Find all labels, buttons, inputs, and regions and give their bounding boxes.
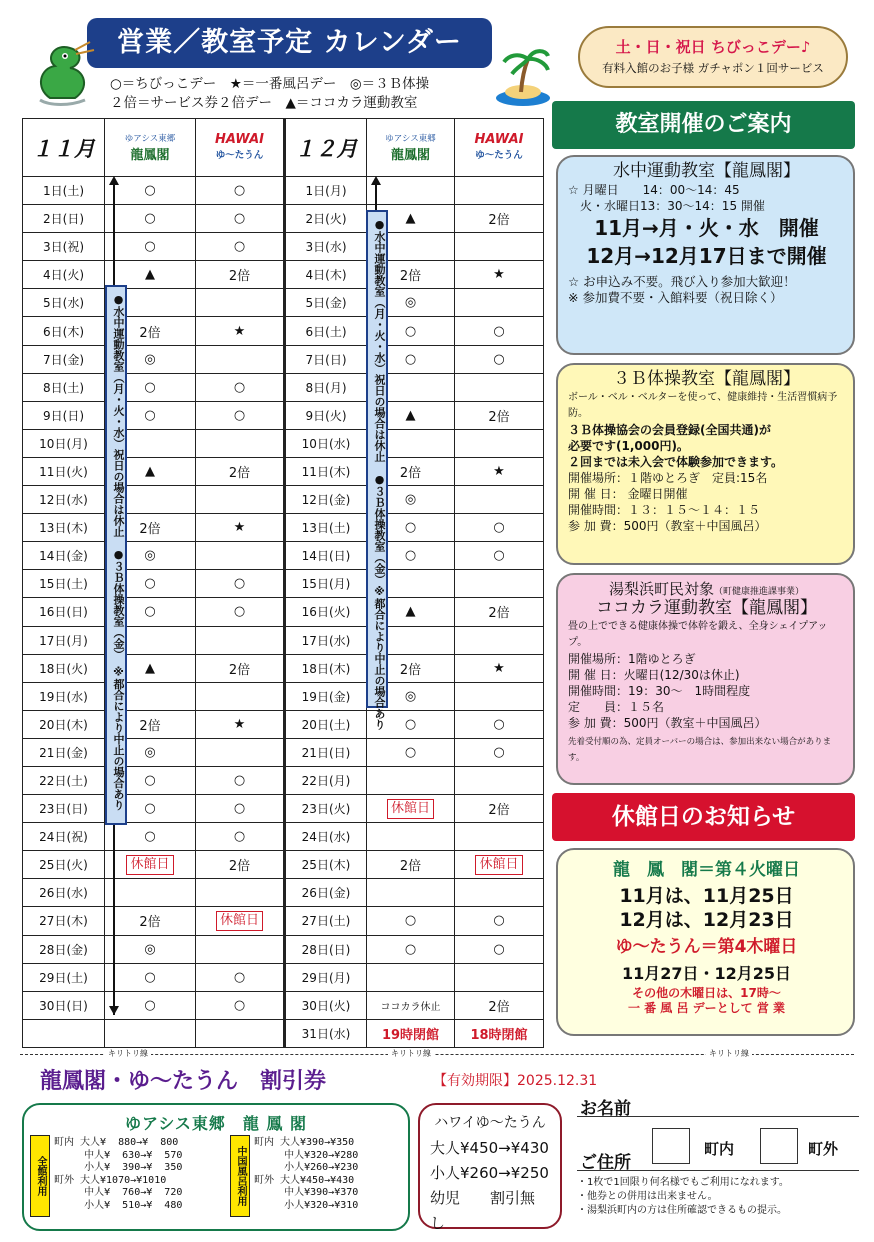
date-cell: 23日(日) — [23, 795, 105, 823]
calendar-row — [23, 233, 544, 261]
koko-title-2: ココカラ運動教室【龍鳳閣】 — [596, 598, 817, 618]
schedule-mark: ★ — [196, 514, 285, 542]
date-cell: 28日(日) — [285, 935, 367, 963]
closed-yutown-note-2: 一 番 風 呂 デーとして 営 業 — [627, 1001, 786, 1015]
in-town-label: 町内 — [704, 1140, 735, 1158]
schedule-mark: ○ — [196, 177, 285, 205]
schedule-mark: ○ — [455, 907, 544, 935]
schedule-mark: 2倍 — [455, 991, 544, 1019]
hawai-child: 小人¥260→¥250 — [430, 1164, 549, 1182]
date-cell: 18日(木) — [285, 654, 367, 682]
month-nov: １１月 — [23, 119, 105, 177]
calendar-row — [23, 1019, 544, 1047]
schedule-mark: ▲ — [367, 205, 455, 233]
calendar-row — [23, 429, 544, 457]
col-hawai-dec: HAWAI ゆ〜たうん — [455, 119, 544, 177]
schedule-mark: ○ — [196, 373, 285, 401]
cut-line-label: キリトリ線 — [388, 1048, 434, 1059]
schedule-mark: ★ — [455, 261, 544, 289]
closed-yutown: ゆ〜たうん＝第4木曜日 — [615, 937, 798, 957]
schedule-mark: 2倍 — [196, 851, 285, 879]
swim-line-1: ☆ 月曜日 14：00〜14：45 — [568, 183, 740, 197]
calendar-row — [23, 345, 544, 373]
koko-line-6: 参 加 費：500円（教室＋中国風呂） — [568, 716, 767, 730]
calendar-row — [23, 654, 544, 682]
date-cell: 22日(月) — [285, 766, 367, 794]
cut-line-label: キリトリ線 — [706, 1048, 752, 1059]
schedule-mark: ○ — [196, 598, 285, 626]
date-cell: 19日(金) — [285, 682, 367, 710]
schedule-mark: 2倍 — [367, 457, 455, 485]
schedule-mark — [455, 233, 544, 261]
calendar-row — [23, 682, 544, 710]
schedule-mark: ▲ — [105, 261, 196, 289]
hawai-adult: 大人¥450→¥430 — [430, 1139, 549, 1157]
col-ryuho-dec: ゆアシス東郷 龍鳳閣 — [367, 119, 455, 177]
swim-line-3: ☆ お申込み不要。飛び入り参加大歓迎！ — [568, 274, 796, 289]
calendar-row — [23, 373, 544, 401]
schedule-mark: ○ — [196, 823, 285, 851]
schedule-mark — [367, 823, 455, 851]
closed-day-mark: 休館日 — [367, 795, 455, 823]
date-cell: 21日(金) — [23, 738, 105, 766]
3b-line-7: 開催時間：１３：１５〜１４：１５ — [568, 503, 761, 517]
calendar-table — [22, 118, 544, 1048]
closed-days-panel — [556, 848, 855, 1036]
date-cell: 29日(土) — [23, 963, 105, 991]
schedule-mark — [455, 289, 544, 317]
schedule-mark: 2倍 — [196, 654, 285, 682]
address-field[interactable] — [577, 1170, 859, 1171]
schedule-mark — [367, 879, 455, 907]
schedule-mark: ★ — [455, 457, 544, 485]
date-cell: 11日(火) — [23, 457, 105, 485]
col-ryuho-nov: ゆアシス東郷 龍鳳閣 — [105, 119, 196, 177]
date-cell: 8日(土) — [23, 373, 105, 401]
schedule-mark: 2倍 — [105, 710, 196, 738]
calendar-row — [23, 542, 544, 570]
yuasis-coupon — [22, 1103, 410, 1231]
date-cell: 27日(木) — [23, 907, 105, 935]
calendar-row — [23, 177, 544, 205]
month-dec: １２月 — [285, 119, 367, 177]
tag-china-bath: 中国風呂利用 — [230, 1135, 250, 1217]
schedule-mark: 2倍 — [455, 205, 544, 233]
calendar-row — [23, 626, 544, 654]
date-cell: 14日(金) — [23, 542, 105, 570]
date-cell: 15日(土) — [23, 570, 105, 598]
closed-yutown-note-1: その他の木曜日は、17時〜 — [632, 986, 781, 1000]
date-cell: 13日(木) — [23, 514, 105, 542]
schedule-mark: ○ — [367, 907, 455, 935]
date-cell: 14日(日) — [285, 542, 367, 570]
hawai-no-discount: 割引無し — [430, 1189, 536, 1232]
schedule-mark — [105, 879, 196, 907]
schedule-mark: ▲ — [105, 654, 196, 682]
schedule-mark: ○ — [105, 766, 196, 794]
calendar-row — [23, 738, 544, 766]
hawai-coupon-title: ハワイゆ〜たうん — [434, 1115, 546, 1131]
date-cell: 26日(水) — [23, 879, 105, 907]
schedule-mark: ○ — [105, 991, 196, 1019]
calendar-row — [23, 879, 544, 907]
date-cell: 12日(水) — [23, 486, 105, 514]
koko-line-2: 開催場所：1階ゆとろぎ — [568, 652, 696, 666]
address-label: ご住所 — [580, 1153, 631, 1173]
schedule-mark: ○ — [105, 373, 196, 401]
date-cell: 13日(土) — [285, 514, 367, 542]
cut-line-label: キリトリ線 — [105, 1048, 151, 1059]
date-cell: 28日(金) — [23, 935, 105, 963]
schedule-mark — [196, 879, 285, 907]
legend-line-2: ２倍＝サービス券２倍デー ▲＝ココカラ運動教室 — [110, 95, 418, 111]
date-cell — [23, 1019, 105, 1047]
schedule-mark — [455, 879, 544, 907]
date-cell: 1日(土) — [23, 177, 105, 205]
date-cell: 27日(土) — [285, 907, 367, 935]
date-cell: 20日(土) — [285, 710, 367, 738]
arrow-up-icon — [109, 176, 119, 185]
in-town-checkbox[interactable] — [652, 1128, 690, 1164]
calendar-row — [23, 317, 544, 345]
schedule-mark — [455, 429, 544, 457]
calendar-row — [23, 289, 544, 317]
promo-line-2: 有料入館のお子様 ガチャポン１回サービス — [602, 61, 824, 75]
date-cell: 7日(金) — [23, 345, 105, 373]
coupon-valid-date: 【有効期限】2025.12.31 — [433, 1073, 598, 1089]
date-cell: 29日(月) — [285, 963, 367, 991]
schedule-mark: ◎ — [367, 486, 455, 514]
date-cell: 9日(火) — [285, 401, 367, 429]
schedule-mark: ○ — [105, 963, 196, 991]
tag-all-facility: 全館利用 — [30, 1135, 50, 1217]
schedule-mark: 2倍 — [105, 317, 196, 345]
schedule-mark: 2倍 — [105, 907, 196, 935]
schedule-mark: ○ — [105, 795, 196, 823]
calendar-row — [23, 514, 544, 542]
calendar-row — [23, 486, 544, 514]
schedule-mark: 2倍 — [105, 514, 196, 542]
closed-ryuho-dec: 12月は、12月23日 — [619, 909, 794, 931]
swim-title: 水中運動教室【龍鳳閣】 — [613, 161, 800, 181]
schedule-mark: ◎ — [105, 935, 196, 963]
schedule-mark: ○ — [455, 542, 544, 570]
closed-yutown-dates: 11月27日・12月25日 — [621, 964, 792, 983]
schedule-mark: ○ — [196, 991, 285, 1019]
closed-days-heading: 休館日のお知らせ — [552, 793, 855, 841]
koko-title-1: 湯梨浜町民対象 — [608, 580, 714, 598]
date-cell: 16日(日) — [23, 598, 105, 626]
date-cell: 21日(日) — [285, 738, 367, 766]
schedule-mark: ○ — [455, 317, 544, 345]
date-cell: 7日(日) — [285, 345, 367, 373]
schedule-mark: 2倍 — [367, 261, 455, 289]
schedule-mark — [196, 626, 285, 654]
schedule-mark — [455, 626, 544, 654]
yuasis-coupon-title: ゆアシス東郷 龍 鳳 閣 — [124, 1114, 308, 1133]
swim-line-2: 火・水曜日13：30〜14：15 開催 — [568, 199, 765, 213]
schedule-mark — [455, 823, 544, 851]
closed-day-mark: 休館日 — [455, 851, 544, 879]
schedule-mark: ▲ — [367, 401, 455, 429]
3b-line-8: 参 加 費：500円（教室＋中国風呂） — [568, 519, 767, 533]
3b-line-1: ボール・ベル・ベルターを使って、健康維持・生活習慣病予防。 — [568, 392, 838, 419]
schedule-mark — [196, 486, 285, 514]
schedule-mark — [455, 373, 544, 401]
col-hawai-nov: HAWAI ゆ〜たうん — [196, 119, 285, 177]
date-cell: 23日(火) — [285, 795, 367, 823]
closed-ryuho-nov: 11月は、11月25日 — [619, 885, 794, 907]
schedule-mark: ○ — [367, 514, 455, 542]
kokokara-off: ココカラ休止 — [367, 991, 455, 1019]
calendar-row — [23, 570, 544, 598]
swim-line-4: ※ 参加費不要・入館料要（祝日除く） — [568, 290, 783, 305]
closed-ryuho: 龍 鳳 閣＝第４火曜日 — [613, 860, 800, 880]
schedule-mark — [196, 345, 285, 373]
schedule-mark: ○ — [196, 795, 285, 823]
date-cell: 20日(木) — [23, 710, 105, 738]
date-cell: 15日(月) — [285, 570, 367, 598]
date-cell: 16日(火) — [285, 598, 367, 626]
schedule-mark: ○ — [196, 766, 285, 794]
promo-badge — [578, 26, 848, 88]
date-cell: 10日(水) — [285, 429, 367, 457]
schedule-mark: ○ — [455, 514, 544, 542]
date-cell: 12日(金) — [285, 486, 367, 514]
closed-day-mark: 休館日 — [105, 851, 196, 879]
date-cell: 2日(火) — [285, 205, 367, 233]
schedule-mark: ◎ — [367, 682, 455, 710]
date-cell: 30日(火) — [285, 991, 367, 1019]
schedule-mark: ○ — [367, 542, 455, 570]
date-cell: 6日(土) — [285, 317, 367, 345]
schedule-mark: ○ — [105, 177, 196, 205]
calendar-row — [23, 205, 544, 233]
legend — [110, 75, 429, 113]
coupon-notes: ・1枚で1回限り何名様でもご利用になれます。 ・他券との併用は出来ません。 ・湯梨浜町内の方は住所確認できるもの提示。 — [577, 1177, 789, 1216]
schedule-mark: ○ — [455, 345, 544, 373]
schedule-mark: ◎ — [105, 542, 196, 570]
koko-line-4: 開催時間：19：30〜 1時間程度 — [568, 684, 751, 698]
date-cell: 6日(木) — [23, 317, 105, 345]
3b-line-4: ２回までは未入会で体験参加できます。 — [568, 455, 784, 469]
schedule-mark: ◎ — [105, 345, 196, 373]
3b-line-6: 開 催 日： 金曜日開催 — [568, 487, 688, 501]
swim-big-2: 12月→12月17日まで開催 — [586, 244, 827, 268]
schedule-mark — [196, 542, 285, 570]
schedule-mark: 2倍 — [367, 654, 455, 682]
calendar-row — [23, 766, 544, 794]
schedule-mark — [455, 766, 544, 794]
date-cell: 24日(水) — [285, 823, 367, 851]
schedule-mark: 2倍 — [455, 795, 544, 823]
schedule-mark: ○ — [196, 570, 285, 598]
schedule-mark: ○ — [196, 233, 285, 261]
date-cell: 3日(水) — [285, 233, 367, 261]
date-cell: 17日(月) — [23, 626, 105, 654]
schedule-mark: 2倍 — [196, 261, 285, 289]
swim-big-1: 11月→月・火・水 開催 — [594, 216, 819, 240]
calendar-row — [23, 991, 544, 1019]
date-cell: 25日(木) — [285, 851, 367, 879]
kokokara-class-panel — [556, 573, 855, 785]
date-cell: 25日(火) — [23, 851, 105, 879]
schedule-mark: ◎ — [367, 289, 455, 317]
schedule-mark: 2倍 — [455, 598, 544, 626]
name-field[interactable] — [577, 1116, 859, 1117]
date-cell: 5日(水) — [23, 289, 105, 317]
schedule-mark: ○ — [105, 823, 196, 851]
schedule-mark: ○ — [455, 738, 544, 766]
price-china-bath: 町内 大人¥390→¥350 中人¥320→¥280 小人¥260→¥230 町外 大人¥450→¥430 中人¥390→¥370 小人¥320→¥310 — [254, 1137, 359, 1211]
schedule-mark — [105, 1019, 196, 1047]
schedule-mark: 2倍 — [367, 851, 455, 879]
schedule-mark: ○ — [455, 710, 544, 738]
3b-line-5: 開催場所：１階ゆとろぎ 定員:15名 — [568, 471, 768, 485]
schedule-mark: ○ — [367, 738, 455, 766]
early-close: 19時閉館 — [367, 1019, 455, 1047]
legend-line-1: ○＝ちびっこデー ★＝一番風呂デー ◎＝３Ｂ体操 — [110, 76, 430, 92]
date-cell: 9日(日) — [23, 401, 105, 429]
schedule-mark — [196, 738, 285, 766]
date-cell: 4日(火) — [23, 261, 105, 289]
schedule-mark: ○ — [367, 710, 455, 738]
hawai-infant: 幼児 — [430, 1189, 461, 1207]
calendar-row — [23, 261, 544, 289]
early-close: 18時閉館 — [455, 1019, 544, 1047]
schedule-mark: ○ — [196, 963, 285, 991]
koko-title-sub: （町健康推進課事業） — [714, 587, 805, 597]
date-cell: 19日(水) — [23, 682, 105, 710]
price-all-facility: 町内 大人¥ 880→¥ 800 中人¥ 630→¥ 570 小人¥ 390→¥ 350 町外 大人¥1070→¥1010 中人¥ 760→¥ 720 小人¥ 510→¥ 480 — [54, 1137, 183, 1211]
schedule-mark — [196, 1019, 285, 1047]
schedule-mark — [196, 682, 285, 710]
schedule-mark: ○ — [105, 401, 196, 429]
date-cell: 8日(月) — [285, 373, 367, 401]
koko-line-3: 開 催 日：火曜日(12/30は休止) — [568, 668, 740, 682]
schedule-mark: ◎ — [105, 738, 196, 766]
schedule-mark: ▲ — [105, 457, 196, 485]
out-town-label: 町外 — [808, 1140, 839, 1158]
dec-class-note: ●水中運動教室（月・火・水）祝日の場合は休止 ●３Ｂ体操教室（金）※都合により中止の場合あり — [366, 210, 388, 708]
classes-heading: 教室開催のご案内 — [552, 101, 855, 149]
calendar-row — [23, 963, 544, 991]
calendar-row — [23, 851, 544, 879]
calendar-row — [23, 401, 544, 429]
3b-title: ３Ｂ体操教室【龍鳳閣】 — [613, 369, 800, 389]
schedule-mark: ○ — [196, 401, 285, 429]
schedule-mark: ○ — [367, 345, 455, 373]
out-town-checkbox[interactable] — [760, 1128, 798, 1164]
schedule-mark: ○ — [455, 935, 544, 963]
calendar-row — [23, 907, 544, 935]
dragon-icon — [30, 38, 100, 108]
hawai-coupon — [418, 1103, 562, 1232]
3b-line-2: ３Ｂ体操協会の会員登録(全国共通)が — [568, 423, 771, 437]
3b-class-panel — [556, 363, 855, 565]
schedule-mark: 2倍 — [196, 457, 285, 485]
date-cell: 3日(祝) — [23, 233, 105, 261]
calendar-row — [23, 710, 544, 738]
koko-line-7: 先着受付順の為、定員オーバーの場合は、参加出来ない場合があります。 — [568, 737, 832, 763]
schedule-mark — [455, 486, 544, 514]
schedule-mark — [455, 682, 544, 710]
schedule-mark: ○ — [196, 205, 285, 233]
coupon-title: 龍鳳閣・ゆ〜たうん 割引券 — [40, 1069, 327, 1094]
schedule-mark — [196, 289, 285, 317]
schedule-mark: ○ — [367, 935, 455, 963]
date-cell: 26日(金) — [285, 879, 367, 907]
date-cell: 5日(金) — [285, 289, 367, 317]
date-cell: 18日(火) — [23, 654, 105, 682]
calendar-row — [23, 457, 544, 485]
date-cell: 2日(日) — [23, 205, 105, 233]
date-cell: 30日(日) — [23, 991, 105, 1019]
page-title: 営業／教室予定 カレンダー — [87, 18, 492, 68]
schedule-mark: 2倍 — [455, 401, 544, 429]
date-cell: 17日(水) — [285, 626, 367, 654]
schedule-mark — [455, 963, 544, 991]
3b-line-3: 必要です(1,000円)。 — [568, 439, 689, 453]
schedule-mark: ★ — [455, 654, 544, 682]
closed-day-mark: 休館日 — [196, 907, 285, 935]
schedule-mark: ○ — [367, 317, 455, 345]
calendar-row — [23, 598, 544, 626]
schedule-mark — [196, 429, 285, 457]
schedule-mark: ○ — [105, 570, 196, 598]
promo-line-1: 土・日・祝日 ちびっこデー♪ — [615, 38, 811, 56]
schedule-mark: ★ — [196, 710, 285, 738]
koko-line-1: 畳の上でできる健康体操で体幹を鍛え、全身シェイプアップ。 — [568, 621, 828, 648]
calendar-row — [23, 823, 544, 851]
schedule-mark: ○ — [105, 233, 196, 261]
schedule-mark — [367, 766, 455, 794]
date-cell: 4日(木) — [285, 261, 367, 289]
schedule-mark — [196, 935, 285, 963]
schedule-mark — [455, 570, 544, 598]
date-cell: 10日(月) — [23, 429, 105, 457]
arrow-down-icon — [109, 1006, 119, 1015]
swim-class-panel — [556, 155, 855, 355]
schedule-mark: ○ — [105, 598, 196, 626]
schedule-mark — [455, 177, 544, 205]
nov-class-note: ●水中運動教室（月・火・水）祝日の場合は休止 ●３Ｂ体操教室（金） ※都合により中止の場合あり — [105, 285, 127, 825]
date-cell: 11日(木) — [285, 457, 367, 485]
schedule-mark — [367, 963, 455, 991]
arrow-up-icon — [371, 176, 381, 185]
schedule-mark: ○ — [105, 205, 196, 233]
name-label: お名前 — [580, 1099, 631, 1119]
schedule-mark: ★ — [196, 317, 285, 345]
koko-line-5: 定 員：１５名 — [568, 700, 665, 714]
calendar-row — [23, 795, 544, 823]
calendar-row — [23, 935, 544, 963]
palm-island-icon — [494, 44, 552, 106]
date-cell: 1日(月) — [285, 177, 367, 205]
date-cell: 31日(水) — [285, 1019, 367, 1047]
date-cell: 22日(土) — [23, 766, 105, 794]
date-cell: 24日(祝) — [23, 823, 105, 851]
schedule-mark: ▲ — [367, 598, 455, 626]
